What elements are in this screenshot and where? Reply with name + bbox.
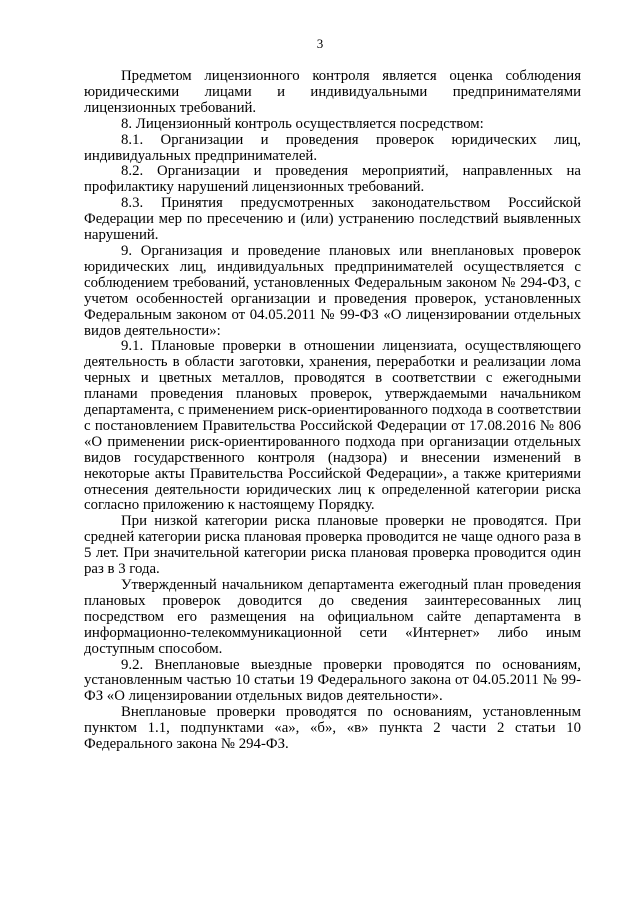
paragraph-9-2: 9.2. Внеплановые выездные проверки проводятся по основаниям, установленным частью 10 статьи 19 Федерального закона от 04.05.2011 № 99-ФЗ «О лицензировании отдельных видов деятельности». (84, 656, 581, 705)
paragraph-8-3: 8.3. Принятия предусмотренных законодательством Российской Федерации мер по пресечению и (или) устранению последствий выявленных нарушений. (84, 195, 581, 244)
paragraph-subject: Предметом лицензионного контроля является оценка соблюдения юридическими лицами и индивидуальными предпринимателями лицензионных требований. (84, 68, 581, 116)
paragraph-9-1: 9.1. Плановые проверки в отношении лицензиата, осуществляющего деятельность в области заготовки, хранения, переработки и реализации лома черных и цветных металлов, проводятся в соответствии с ежегодными планами проведения плановых проверок, утверждаемыми начальником департамента, с применением риск-ориентированного подхода в соответствии с постановлением Правительства Российской Федерации от 17.08.2016 № 806 «О применении риск-ориентированного подхода при организации отдельных видов государственного контроля (надзора) и внесении изменений в некоторые акты Правительства Российской Федерации», а также критериями отнесения деятельности юридических лиц к определенной категории риска согласно приложению к настоящему Порядку. (84, 338, 581, 514)
paragraph-9: 9. Организация и проведение плановых или внеплановых проверок юридических лиц, индивидуальных предпринимателей осуществляется с соблюдением требований, установленных Федеральным законом № 294-ФЗ, с учетом особенностей организации и проведения проверок, установленных Федеральным законом от 04.05.2011 № 99-ФЗ «О лицензировании отдельных видов деятельности»: (84, 242, 581, 339)
paragraph-8-2: 8.2. Организации и проведения мероприятий, направленных на профилактику нарушений лицензионных требований. (84, 163, 581, 196)
paragraph-plan-publication: Утвержденный начальником департамента ежегодный план проведения плановых проверок доводится до сведения заинтересованных лиц посредством его размещения на официальном сайте департамента в информационно-телекоммуникационной сети «Интернет» либо иным доступным способом. (84, 577, 581, 657)
paragraph-8: 8. Лицензионный контроль осуществляется посредством: (121, 115, 484, 132)
paragraph-risk-categories: При низкой категории риска плановые проверки не проводятся. При средней категории риска плановая проверка проводится не чаще одного раза в 5 лет. При значительной категории риска плановая проверка проводится один раз в 3 года. (84, 513, 581, 578)
paragraph-unscheduled-grounds: Внеплановые проверки проводятся по основаниям, установленным пунктом 1.1, подпунктами «а», «б», «в» пункта 2 части 2 статьи 10 Федерального закона № 294-ФЗ. (84, 704, 581, 753)
page-number: 3 (316, 36, 324, 51)
document-body (84, 69, 581, 753)
paragraph-8-1: 8.1. Организации и проведения проверок юридических лиц, индивидуальных предпринимателей. (84, 131, 581, 164)
